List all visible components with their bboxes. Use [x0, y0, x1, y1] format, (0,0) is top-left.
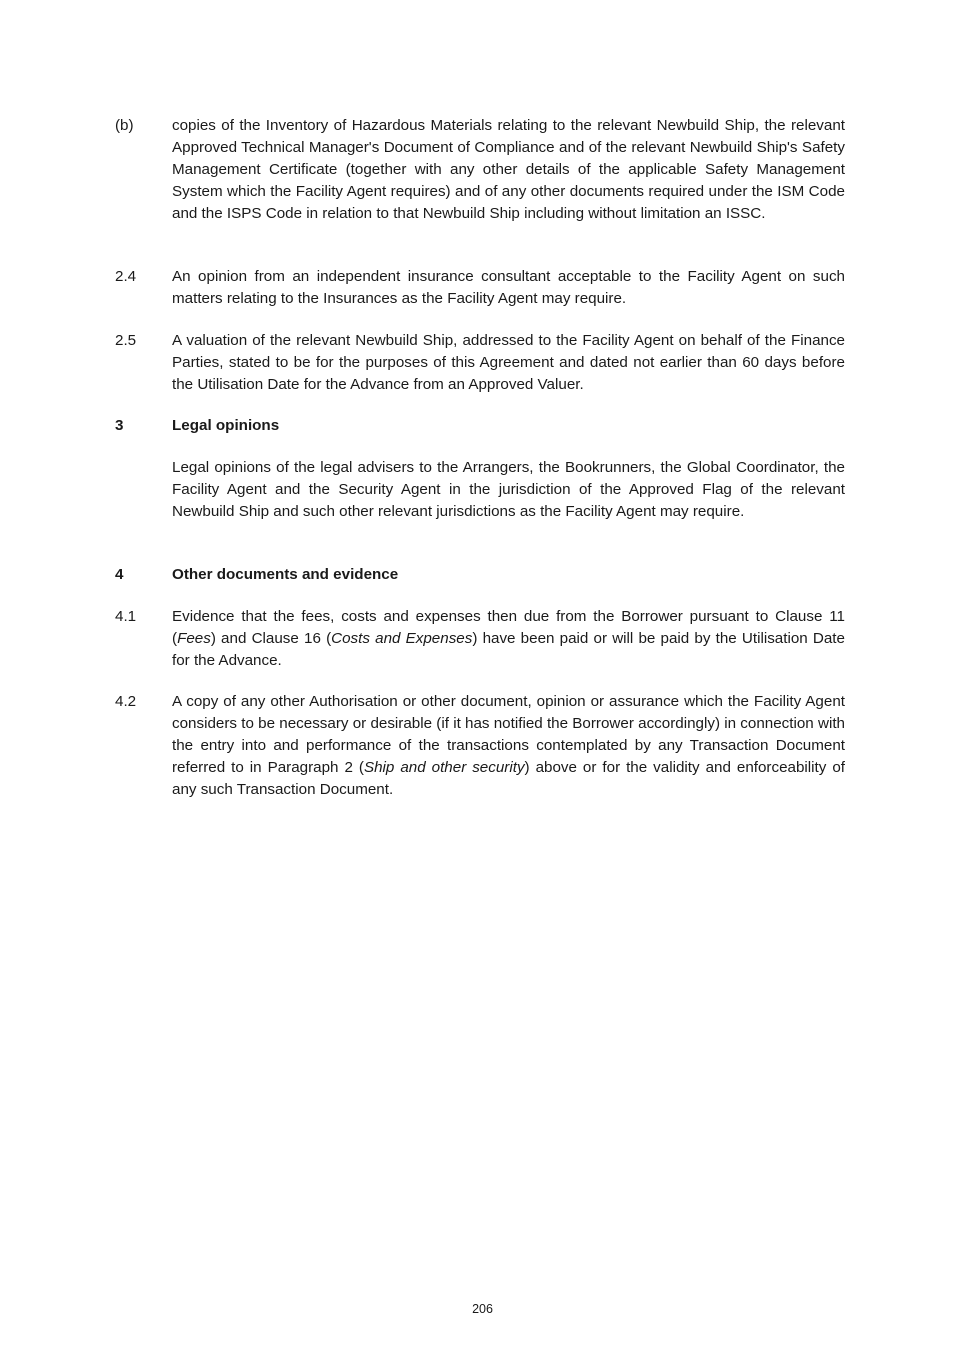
paragraph-text: copies of the Inventory of Hazardous Materials relating to the relevant Newbuild Ship, the relevant Approved Technical Manager's Document of Compliance and of the relevant Newbuild Ship's Safety Management Certificate (together with any other details of the applicable Safety Management System which the Facility Agent requires) and of any other documents required under the ISM Code and the ISPS Code in relation to that Newbuild Ship including without limitation an ISSC. [172, 117, 845, 222]
section-title: Legal opinions [172, 417, 280, 434]
section-number: 3 [115, 417, 124, 434]
paragraph-text: An opinion from an independent insurance consultant acceptable to the Facility Agent on such matters relating to the Insurances as the Facility Agent may require. [172, 268, 845, 307]
paragraph-number: 4.1 [115, 608, 137, 625]
paragraph-b [115, 115, 845, 225]
text-run: ) and Clause 16 ( [210, 630, 332, 647]
page-number: 206 [472, 1302, 493, 1316]
text-run: A copy of any other Authorisation or other document, opinion or assurance which the Facility Agent considers to be necessary or desirable (if it has notified the Borrower accordingly) in connection with the entry into and performance of the transactions contemplated by any Transaction Document referred to in Paragraph 2 ( [172, 693, 845, 776]
italic-reference: Costs and Expenses [331, 630, 473, 647]
section-heading-3 [115, 415, 845, 437]
paragraph-text [172, 691, 845, 801]
section-3-body: Legal opinions of the legal advisers to the Arrangers, the Bookrunners, the Global Coordinator, the Facility Agent and the Security Agent in the jurisdiction of the Approved Flag of the relevant Newbuild Ship and such other relevant jurisdictions as the Facility Agent may require. [172, 459, 845, 520]
italic-reference: Fees [177, 630, 211, 647]
paragraph-2-5 [115, 330, 845, 396]
section-title: Other documents and evidence [172, 566, 399, 583]
text-run: Evidence that the fees, costs and expenses then due from the Borrower pursuant to Clause 11 ( [172, 608, 845, 647]
section-number: 4 [115, 566, 124, 583]
paragraph-text: A valuation of the relevant Newbuild Ship, addressed to the Facility Agent on behalf of the Finance Parties, stated to be for the purposes of this Agreement and dated not earlier than 60 days before the Utilisation Date for the Advance from an Approved Valuer. [172, 332, 845, 393]
paragraph-number: 2.5 [115, 332, 137, 349]
section-heading-4 [115, 564, 845, 586]
paragraph-number: (b) [115, 117, 134, 134]
paragraph-4-2 [115, 691, 845, 801]
paragraph-text [172, 606, 845, 672]
italic-reference: Ship and other security [363, 759, 525, 776]
paragraph-number: 2.4 [115, 268, 137, 285]
paragraph-number: 4.2 [115, 693, 137, 710]
paragraph-4-1 [115, 606, 845, 672]
text-run: ) have been paid or will be paid by the Utilisation Date for the Advance. [172, 630, 845, 669]
text-run: ) above or for the validity and enforceability of any such Transaction Document. [172, 759, 845, 798]
paragraph-2-4 [115, 266, 845, 310]
